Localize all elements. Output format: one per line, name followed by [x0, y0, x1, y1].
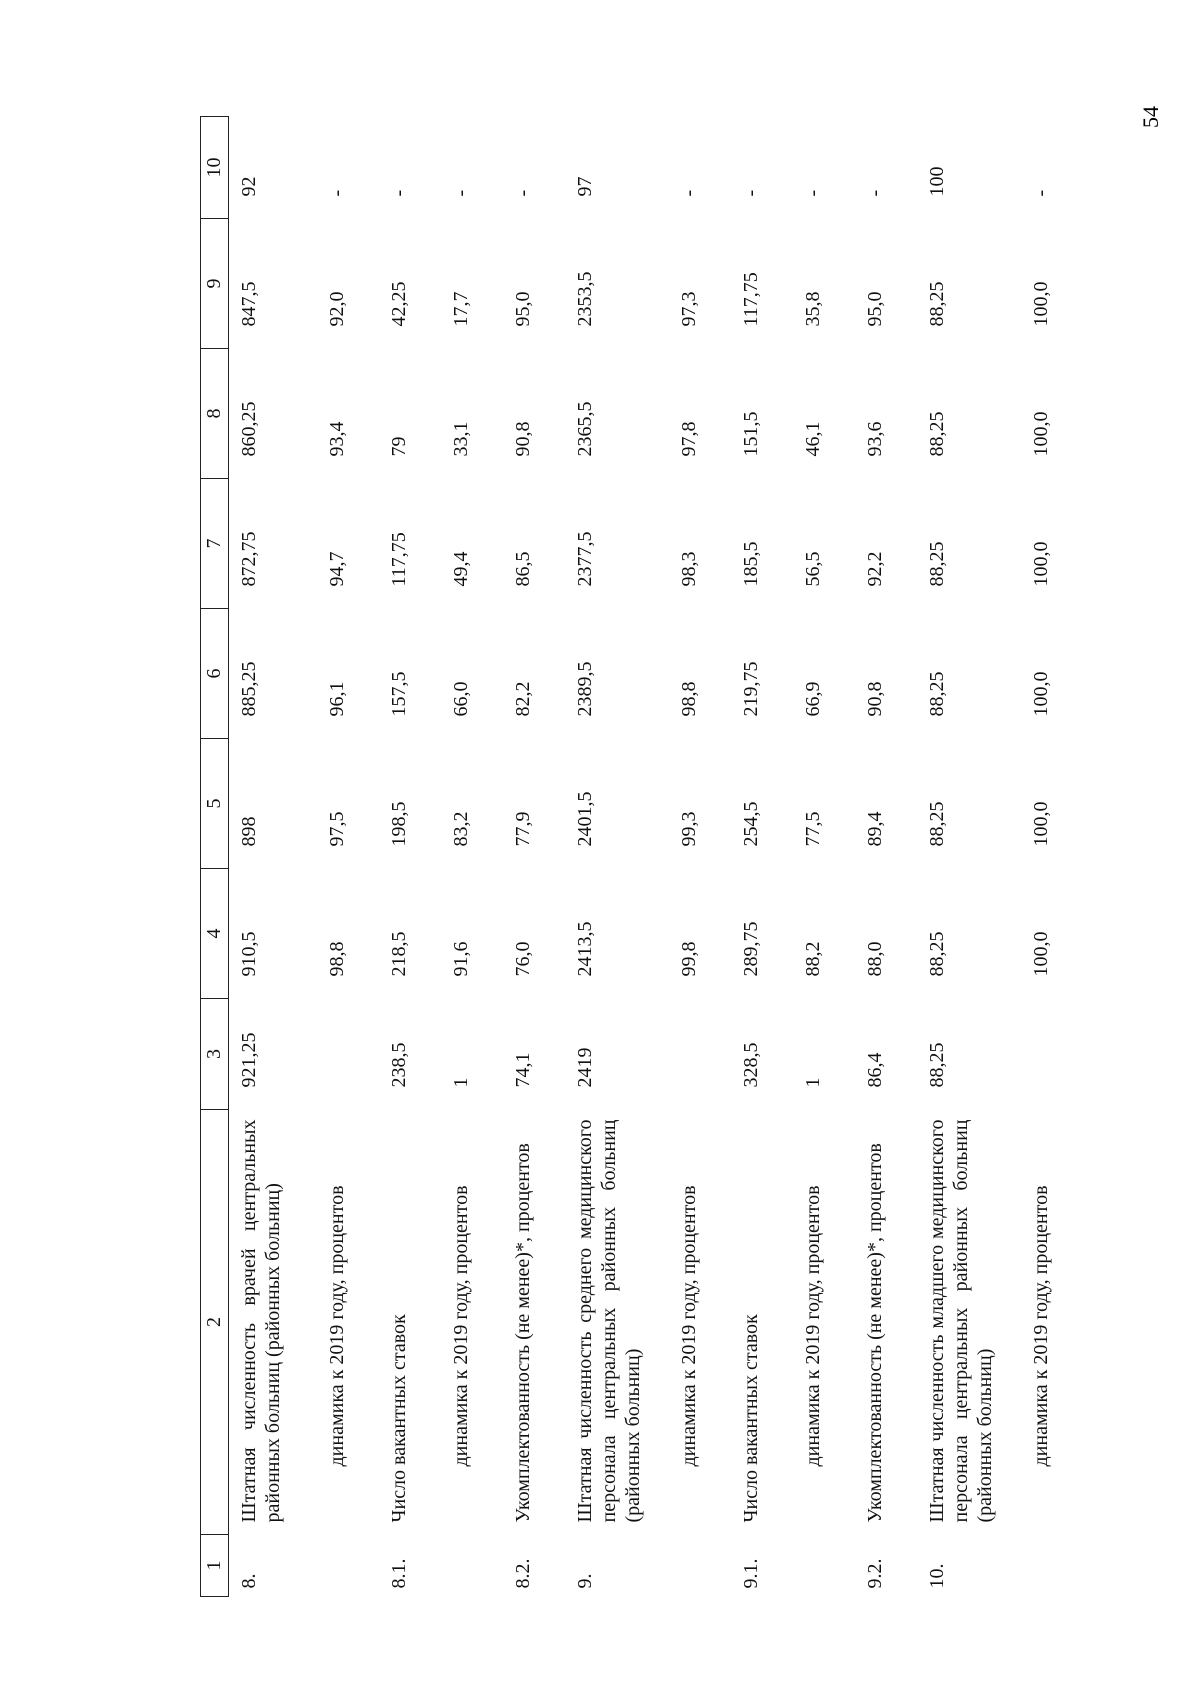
value-cell: 92,0: [326, 291, 348, 327]
value-cell: 89,4: [864, 811, 886, 847]
value-cell: 17,7: [450, 291, 472, 327]
value-cell: [669, 999, 731, 1110]
row-index: [441, 1535, 503, 1597]
value-cell: 74,1: [512, 1052, 534, 1088]
value-cell: 77,9: [512, 811, 534, 847]
value-cell: 1: [802, 1077, 824, 1088]
value-cell: 82,2: [512, 681, 534, 717]
row-label: динамика к 2019 году, процентов: [678, 1185, 700, 1467]
value-cell: 328,5: [740, 1042, 762, 1088]
value-cell: 97,5: [326, 811, 348, 847]
row-label: Укомплектованность (не менее)*, процентов: [512, 1143, 534, 1523]
header-cell: 10: [201, 117, 229, 219]
value-cell: 885,25: [238, 661, 260, 717]
row-label: Число вакантных ставок: [740, 1314, 762, 1523]
table-row: [379, 117, 441, 1597]
header-cell: 1: [201, 1535, 229, 1597]
header-cell: 2: [201, 1110, 229, 1535]
value-cell: 66,0: [450, 681, 472, 717]
value-cell: 2401,5: [574, 791, 596, 847]
value-cell: 2365,5: [574, 401, 596, 457]
value-cell: 117,75: [740, 272, 762, 327]
row-index: [669, 1535, 731, 1597]
table-row: [669, 117, 731, 1597]
value-cell: 91,6: [450, 941, 472, 977]
row-label: динамика к 2019 году, процентов: [326, 1185, 348, 1467]
header-cell: 9: [201, 219, 229, 349]
header-cell: 5: [201, 739, 229, 869]
value-cell: 92,2: [864, 551, 886, 587]
value-cell: 86,4: [864, 1052, 886, 1088]
value-cell: -: [802, 189, 824, 197]
value-cell: 100,0: [1030, 281, 1052, 327]
value-cell: -: [388, 189, 410, 197]
header-cell: 6: [201, 609, 229, 739]
value-cell: 97,8: [678, 421, 700, 457]
value-cell: 79: [388, 436, 410, 457]
row-label: динамика к 2019 году, процентов: [450, 1185, 472, 1467]
table-row: [917, 117, 1021, 1597]
table-row: [1021, 117, 1083, 1597]
header-cell: 8: [201, 349, 229, 479]
value-cell: 97,3: [678, 291, 700, 327]
table-row: [503, 117, 565, 1597]
value-cell: -: [450, 189, 472, 197]
value-cell: 100,0: [1030, 931, 1052, 977]
header-cell: 3: [201, 999, 229, 1110]
row-index: 8.1.: [388, 1558, 410, 1589]
header-row: [201, 117, 229, 1597]
table-row: [855, 117, 917, 1597]
table-row: [441, 117, 503, 1597]
value-cell: 35,8: [802, 291, 824, 327]
value-cell: -: [512, 189, 534, 197]
value-cell: 2353,5: [574, 271, 596, 327]
value-cell: [1021, 999, 1083, 1110]
value-cell: 254,5: [740, 801, 762, 847]
value-cell: 86,5: [512, 551, 534, 587]
statistics-table: [200, 116, 1083, 1597]
row-label: Укомплектованность (не менее)*, процентов: [864, 1143, 886, 1523]
value-cell: -: [326, 189, 348, 197]
row-label: динамика к 2019 году, процентов: [802, 1185, 824, 1467]
value-cell: 88,25: [926, 931, 948, 977]
row-index: 9.: [574, 1573, 596, 1589]
value-cell: 77,5: [802, 811, 824, 847]
header-cell: 4: [201, 869, 229, 999]
value-cell: 90,8: [512, 421, 534, 457]
value-cell: -: [740, 189, 762, 197]
value-cell: 90,8: [864, 681, 886, 717]
value-cell: 2419: [574, 1047, 596, 1088]
value-cell: 92: [238, 176, 260, 197]
rotated-table-container: [200, 117, 1052, 1597]
table-row: [565, 117, 669, 1597]
value-cell: 218,5: [388, 931, 410, 977]
value-cell: 238,5: [388, 1042, 410, 1088]
value-cell: 88,0: [864, 941, 886, 977]
value-cell: 83,2: [450, 811, 472, 847]
value-cell: 46,1: [802, 421, 824, 457]
row-label: динамика к 2019 году, процентов: [1030, 1185, 1052, 1467]
row-index: 8.2.: [512, 1558, 534, 1589]
value-cell: 117,75: [388, 532, 410, 587]
value-cell: 157,5: [388, 671, 410, 717]
value-cell: 100,0: [1030, 801, 1052, 847]
value-cell: 99,8: [678, 941, 700, 977]
row-index: 8.: [238, 1573, 260, 1589]
table-body: [229, 117, 1084, 1597]
value-cell: 88,25: [926, 541, 948, 587]
value-cell: 88,25: [926, 671, 948, 717]
value-cell: 99,3: [678, 811, 700, 847]
value-cell: 76,0: [512, 941, 534, 977]
value-cell: 100: [926, 166, 948, 197]
value-cell: 847,5: [238, 281, 260, 327]
value-cell: 872,75: [238, 531, 260, 587]
value-cell: 898: [238, 816, 260, 847]
value-cell: 96,1: [326, 681, 348, 717]
value-cell: 219,75: [740, 661, 762, 717]
row-index: 9.1.: [740, 1558, 762, 1589]
value-cell: -: [678, 189, 700, 197]
value-cell: 88,2: [802, 941, 824, 977]
value-cell: 97: [574, 176, 596, 197]
value-cell: 98,8: [678, 681, 700, 717]
row-label: Штатная численность врачей центральных районных больниц (районных больниц): [238, 1119, 284, 1523]
value-cell: 910,5: [238, 931, 260, 977]
value-cell: 2413,5: [574, 921, 596, 977]
value-cell: 33,1: [450, 421, 472, 457]
value-cell: 98,3: [678, 551, 700, 587]
row-index: [793, 1535, 855, 1597]
table-row: [793, 117, 855, 1597]
value-cell: 2377,5: [574, 531, 596, 587]
value-cell: 2389,5: [574, 661, 596, 717]
value-cell: 185,5: [740, 541, 762, 587]
value-cell: 921,25: [238, 1032, 260, 1088]
value-cell: 56,5: [802, 551, 824, 587]
table-row: [229, 117, 318, 1597]
row-index: 10.: [926, 1563, 948, 1589]
row-index: 9.2.: [864, 1558, 886, 1589]
value-cell: 93,4: [326, 421, 348, 457]
value-cell: -: [1030, 189, 1052, 197]
value-cell: [317, 999, 379, 1110]
row-label: Число вакантных ставок: [388, 1314, 410, 1523]
value-cell: 95,0: [512, 291, 534, 327]
value-cell: 100,0: [1030, 541, 1052, 587]
value-cell: 66,9: [802, 681, 824, 717]
value-cell: 88,25: [926, 801, 948, 847]
value-cell: 88,25: [926, 411, 948, 457]
header-cell: 7: [201, 479, 229, 609]
value-cell: 98,8: [326, 941, 348, 977]
value-cell: 94,7: [326, 551, 348, 587]
row-index: [317, 1535, 379, 1597]
value-cell: 100,0: [1030, 671, 1052, 717]
value-cell: -: [864, 189, 886, 197]
page-number: 54: [1138, 106, 1163, 128]
row-index: [1021, 1535, 1083, 1597]
value-cell: 42,25: [388, 281, 410, 327]
table-row: [731, 117, 793, 1597]
value-cell: 93,6: [864, 421, 886, 457]
row-label: Штатная численность младшего медицинского персонала центральных районных больниц (районных больниц): [926, 1119, 996, 1523]
value-cell: 1: [450, 1077, 472, 1088]
value-cell: 49,4: [450, 551, 472, 587]
row-label: Штатная численность среднего медицинского персонала центральных районных больниц (районных больниц): [574, 1119, 644, 1523]
value-cell: 860,25: [238, 401, 260, 457]
table-row: [317, 117, 379, 1597]
value-cell: 151,5: [740, 411, 762, 457]
value-cell: 88,25: [926, 1042, 948, 1088]
value-cell: 88,25: [926, 281, 948, 327]
value-cell: 100,0: [1030, 411, 1052, 457]
value-cell: 95,0: [864, 291, 886, 327]
value-cell: 289,75: [740, 921, 762, 977]
value-cell: 198,5: [388, 801, 410, 847]
